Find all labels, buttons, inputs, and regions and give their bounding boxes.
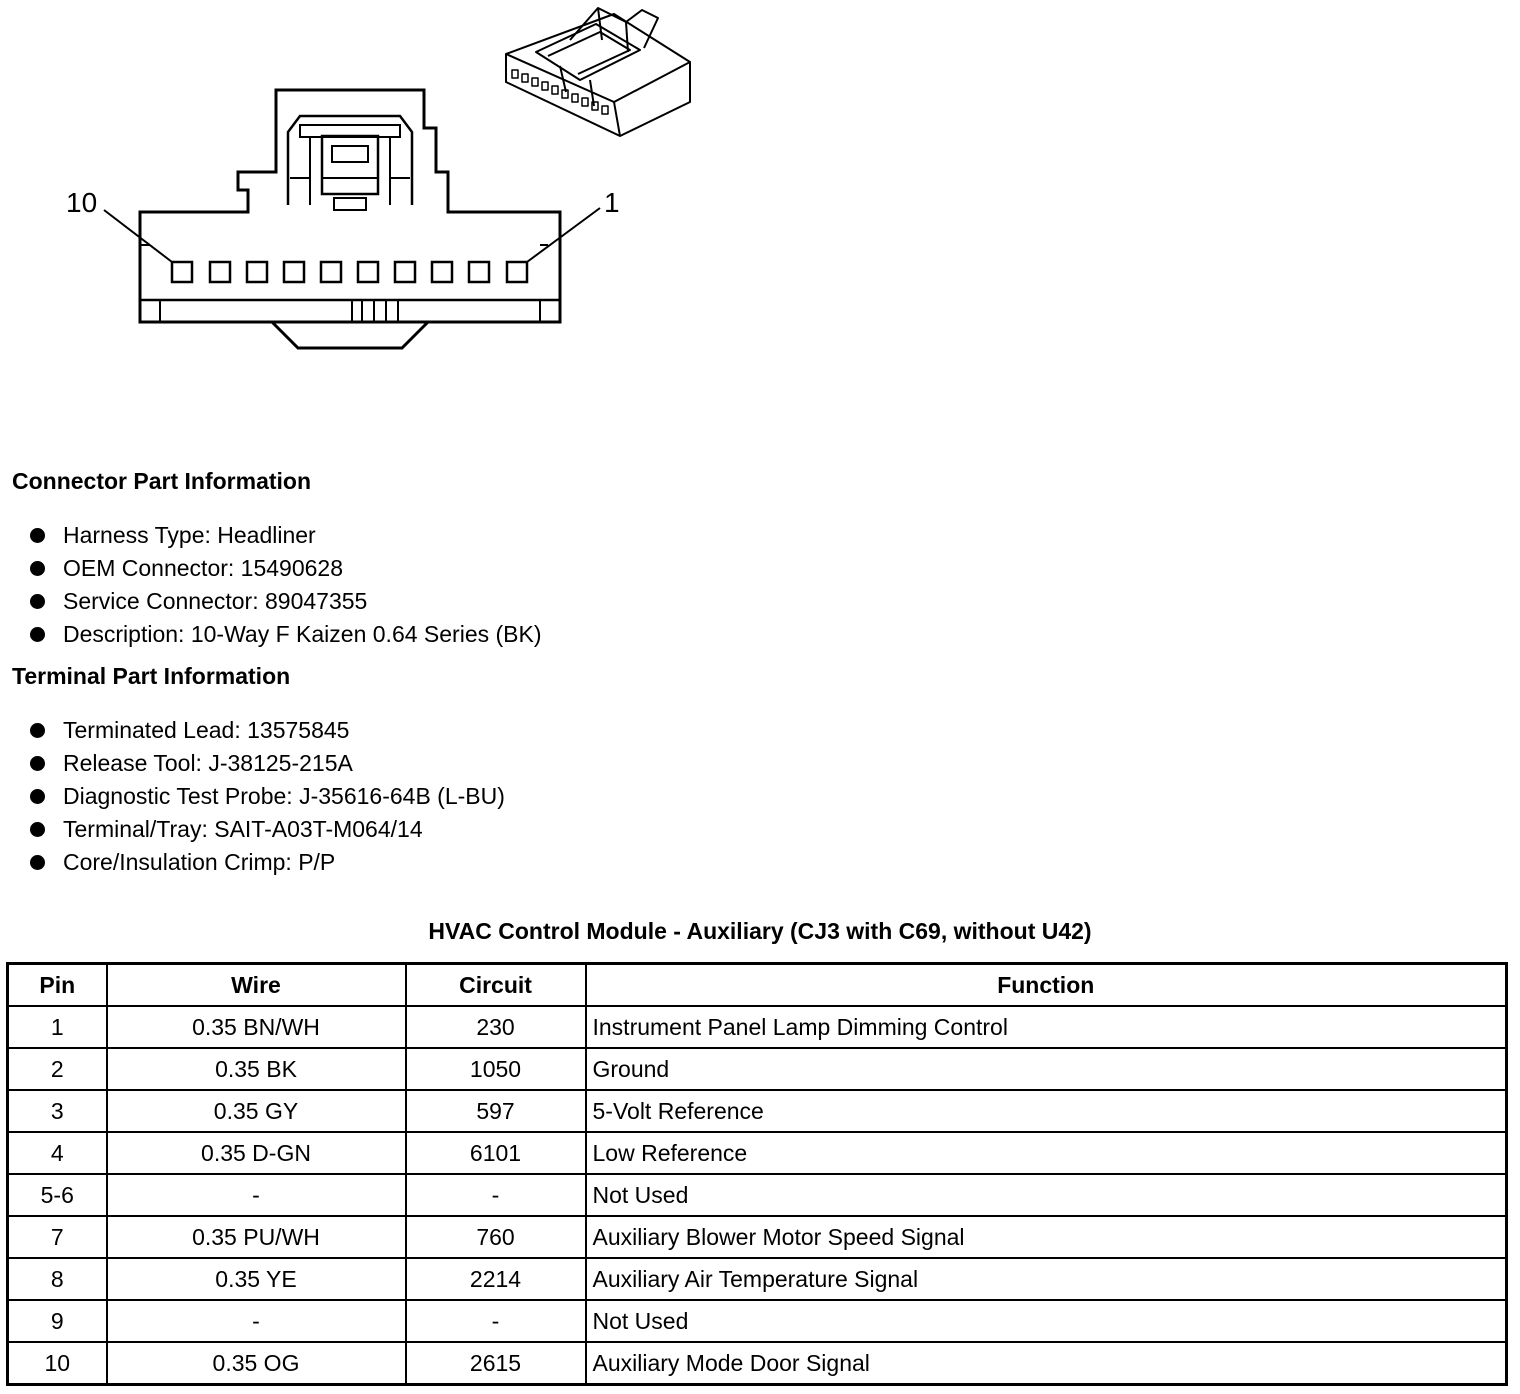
- cell-function: Not Used: [586, 1174, 1507, 1216]
- cell-wire: 0.35 OG: [107, 1342, 406, 1385]
- connector-diagram: [0, 0, 760, 400]
- cavity-9: [210, 262, 230, 282]
- header-function: Function: [586, 964, 1507, 1007]
- bullet-icon: [30, 855, 45, 870]
- header-circuit: Circuit: [406, 964, 586, 1007]
- cell-circuit: 6101: [406, 1132, 586, 1174]
- bullet-icon: [30, 723, 45, 738]
- cell-circuit: 597: [406, 1090, 586, 1132]
- list-item: OEM Connector: 15490628: [28, 552, 542, 585]
- cell-function: Ground: [586, 1048, 1507, 1090]
- table-row: [8, 1006, 1507, 1048]
- list-item: Release Tool: J-38125-215A: [28, 747, 505, 780]
- cell-wire: 0.35 YE: [107, 1258, 406, 1300]
- cavity-4: [395, 262, 415, 282]
- pinout-table: [6, 962, 1508, 1386]
- connector-info-list: [28, 519, 542, 651]
- bullet-icon: [30, 789, 45, 804]
- table-row: [8, 1174, 1507, 1216]
- header-pin: Pin: [8, 964, 107, 1007]
- list-item: Terminal/Tray: SAIT-A03T-M064/14: [28, 813, 505, 846]
- table-title: HVAC Control Module - Auxiliary (CJ3 with C69, without U42): [428, 918, 1092, 944]
- cell-function: Instrument Panel Lamp Dimming Control: [586, 1006, 1507, 1048]
- cell-pin: 1: [8, 1006, 107, 1048]
- cell-pin: 10: [8, 1342, 107, 1385]
- cell-wire: 0.35 PU/WH: [107, 1216, 406, 1258]
- cavity-5: [358, 262, 378, 282]
- list-item: Terminated Lead: 13575845: [28, 714, 505, 747]
- table-row: [8, 1258, 1507, 1300]
- pin-label-right: 1: [604, 187, 620, 218]
- cell-function: Low Reference: [586, 1132, 1507, 1174]
- bullet-icon: [30, 822, 45, 837]
- table-row: [8, 1048, 1507, 1090]
- cavity-1: [507, 262, 527, 282]
- cell-circuit: 2615: [406, 1342, 586, 1385]
- connector-3d-illustration: [506, 8, 690, 136]
- list-item: Core/Insulation Crimp: P/P: [28, 846, 505, 879]
- cell-wire: 0.35 BK: [107, 1048, 406, 1090]
- table-row: [8, 1216, 1507, 1258]
- cell-pin: 7: [8, 1216, 107, 1258]
- cell-function: 5-Volt Reference: [586, 1090, 1507, 1132]
- cell-function: Auxiliary Air Temperature Signal: [586, 1258, 1507, 1300]
- bullet-icon: [30, 594, 45, 609]
- bullet-icon: [30, 561, 45, 576]
- cell-circuit: 1050: [406, 1048, 586, 1090]
- table-row: [8, 1090, 1507, 1132]
- cell-function: Not Used: [586, 1300, 1507, 1342]
- list-item: Service Connector: 89047355: [28, 585, 542, 618]
- cell-pin: 3: [8, 1090, 107, 1132]
- list-item: Harness Type: Headliner: [28, 519, 542, 552]
- terminal-info-list: [28, 714, 505, 879]
- cell-circuit: 230: [406, 1006, 586, 1048]
- list-item: Description: 10-Way F Kaizen 0.64 Series (BK): [28, 618, 542, 651]
- table-header-row: [8, 964, 1507, 1007]
- cell-wire: 0.35 D-GN: [107, 1132, 406, 1174]
- pin-label-left: 10: [66, 187, 98, 218]
- bullet-icon: [30, 528, 45, 543]
- cell-function: Auxiliary Blower Motor Speed Signal: [586, 1216, 1507, 1258]
- cavity-7: [284, 262, 304, 282]
- cavity-2: [469, 262, 489, 282]
- table-row: [8, 1300, 1507, 1342]
- cell-wire: -: [107, 1300, 406, 1342]
- table-row: [8, 1132, 1507, 1174]
- cavity-6: [321, 262, 341, 282]
- cell-wire: -: [107, 1174, 406, 1216]
- terminal-info-heading: Terminal Part Information: [12, 663, 291, 689]
- cell-circuit: -: [406, 1300, 586, 1342]
- cell-pin: 9: [8, 1300, 107, 1342]
- cell-wire: 0.35 BN/WH: [107, 1006, 406, 1048]
- cell-pin: 2: [8, 1048, 107, 1090]
- header-wire: Wire: [107, 964, 406, 1007]
- connector-info-heading: Connector Part Information: [12, 468, 312, 494]
- bullet-icon: [30, 756, 45, 771]
- cell-function: Auxiliary Mode Door Signal: [586, 1342, 1507, 1385]
- connector-base: [272, 322, 428, 348]
- cavity-10: [172, 262, 192, 282]
- cell-circuit: 2214: [406, 1258, 586, 1300]
- cell-pin: 8: [8, 1258, 107, 1300]
- bullet-icon: [30, 627, 45, 642]
- cell-pin: 5-6: [8, 1174, 107, 1216]
- list-item: Diagnostic Test Probe: J-35616-64B (L-BU): [28, 780, 505, 813]
- cavity-3: [432, 262, 452, 282]
- cavity-8: [247, 262, 267, 282]
- cell-pin: 4: [8, 1132, 107, 1174]
- cell-wire: 0.35 GY: [107, 1090, 406, 1132]
- cell-circuit: 760: [406, 1216, 586, 1258]
- table-row: [8, 1342, 1507, 1385]
- cell-circuit: -: [406, 1174, 586, 1216]
